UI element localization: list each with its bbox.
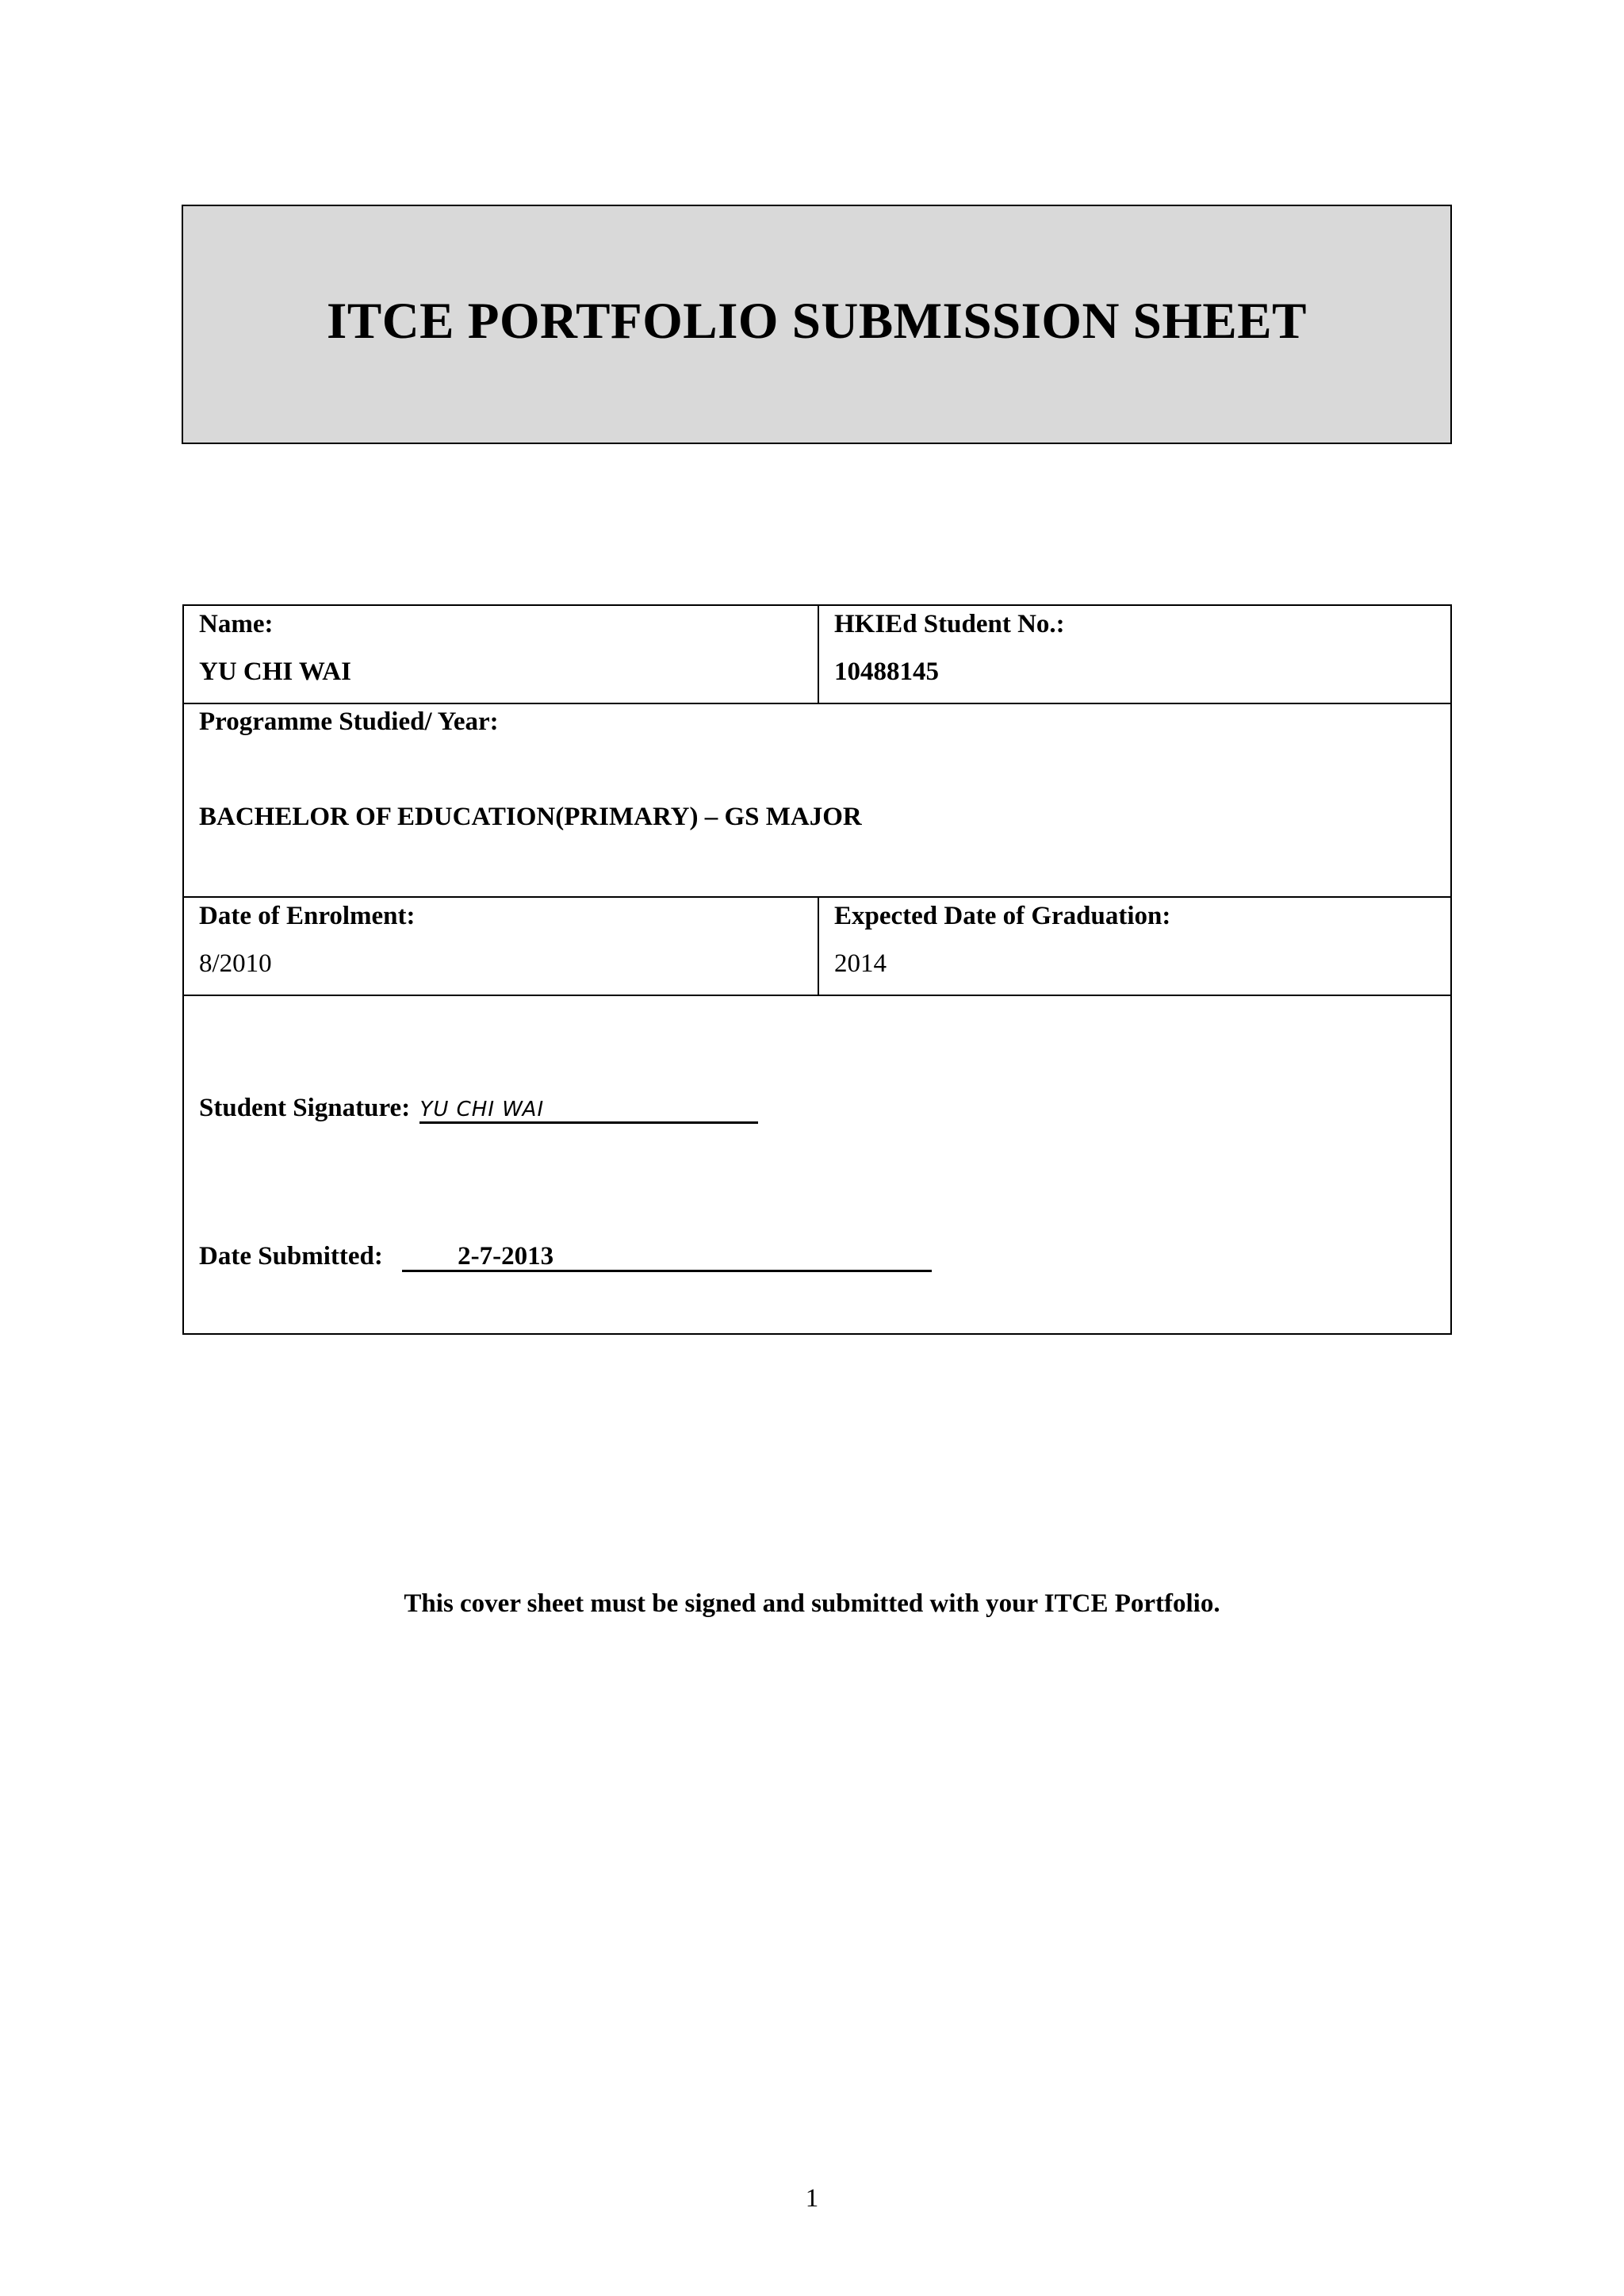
signature-field[interactable] [419,1095,758,1124]
submission-notice: This cover sheet must be signed and submitted with your ITCE Portfolio. [404,1589,1220,1618]
title-banner [182,205,1452,444]
graduation-value: 2014 [834,949,887,978]
name-value: YU CHI WAI [199,657,351,686]
date-submitted-line [199,1244,932,1272]
enrolment-label: Date of Enrolment: [199,902,416,930]
row-divider [184,995,1450,996]
signature-label: Student Signature: [199,1094,411,1122]
date-submitted-value: 2-7-2013 [458,1242,554,1271]
programme-value: BACHELOR OF EDUCATION(PRIMARY) – GS MAJOR [199,803,862,831]
student-info-table [182,604,1452,1335]
date-submitted-label: Date Submitted: [199,1242,383,1271]
signature-value: YU CHI WAI [419,1098,545,1121]
student-no-label: HKIEd Student No.: [834,610,1065,638]
enrolment-value: 8/2010 [199,949,272,978]
programme-label: Programme Studied/ Year: [199,707,499,736]
date-submitted-field[interactable] [402,1244,932,1272]
page-number: 1 [805,2184,819,2213]
page-title: ITCE PORTFOLIO SUBMISSION SHEET [327,292,1307,350]
row-divider [184,703,1450,704]
student-no-value: 10488145 [834,657,939,686]
graduation-label: Expected Date of Graduation: [834,902,1171,930]
name-label: Name: [199,610,274,638]
signature-line [199,1095,758,1124]
column-divider [818,896,819,995]
column-divider [818,606,819,703]
